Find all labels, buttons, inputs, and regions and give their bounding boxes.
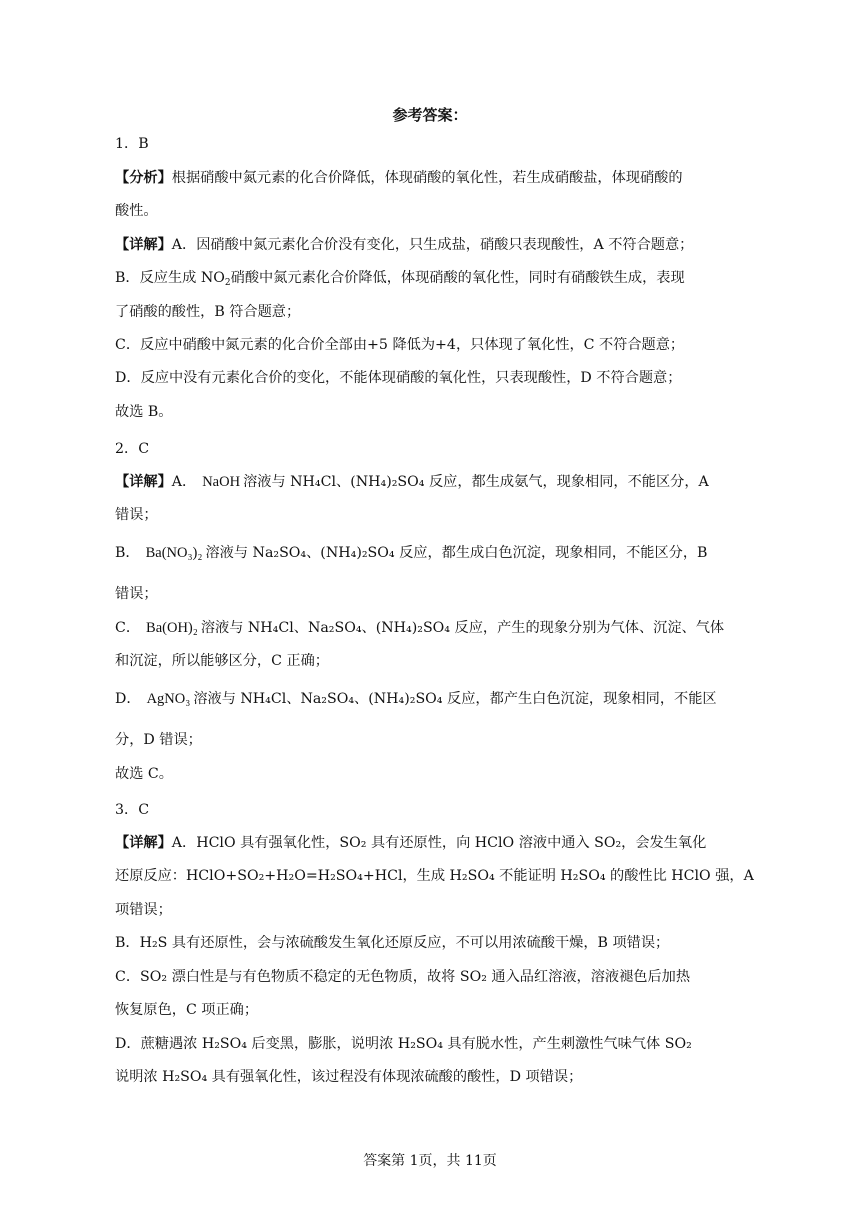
page-footer: 答案第 1页，共 11页 <box>363 1153 497 1169</box>
q3-detail-d: D．蔗糖遇浓 H₂SO₄ 后变黑，膨胀，说明浓 H₂SO₄ 具有脱水性，产生刺激性气味气体 SO₂ <box>115 1036 692 1052</box>
q3-answer: 3．C <box>115 802 150 818</box>
ba-oh-2-formula: Ba(OH)₂ <box>146 620 198 636</box>
q1-analysis-cont: 酸性。 <box>115 203 158 219</box>
q2-detail-b-cont: 错误； <box>115 586 158 602</box>
q2-answer: 2．C <box>115 441 150 457</box>
q1-answer: 1．B <box>115 136 149 152</box>
q3-detail-a-cont: 还原反应：HClO+SO₂+H₂O=H₂SO₄+HCl，生成 H₂SO₄ 不能证明 H₂SO₄ 的酸性比 HClO 强，A <box>115 868 754 884</box>
q3-detail-a-cont2: 项错误； <box>115 902 172 918</box>
naoh-formula: NaOH <box>202 474 241 490</box>
q3-detail-b: B．H₂S 具有还原性，会与浓硫酸发生氧化还原反应，不可以用浓硫酸干燥，B 项错误； <box>115 935 670 951</box>
q1-detail-b: B．反应生成 $NO_2$硝酸中氮元素化合价降低，体现硝酸的氧化性，同时有硝酸铁生成，表现 <box>115 270 685 288</box>
q2-detail-c-cont: 和沉淀，所以能够区分，C 正确； <box>115 653 329 669</box>
q1-detail-b-cont: 了硝酸的酸性，B 符合题意； <box>115 304 301 320</box>
q3-detail-d-cont: 说明浓 H₂SO₄ 具有强氧化性，该过程没有体现浓硫酸的酸性，D 项错误； <box>115 1069 583 1085</box>
page-title: 参考答案： <box>392 106 468 124</box>
q3-detail-a: 【详解】A．HClO 具有强氧化性，SO₂ 具有还原性，向 HClO 溶液中通入 SO₂，会发生氧化 <box>115 835 707 851</box>
q1-detail-c: C．反应中硝酸中氮元素的化合价全部由+5 降低为+4，只体现了氧化性，C 不符合题意； <box>115 337 685 353</box>
q1-analysis: 【分析】根据硝酸中氮元素的化合价降低，体现硝酸的氧化性，若生成硝酸盐，体现硝酸的 <box>115 170 683 186</box>
q2-detail-a: 【详解】A． NaOH 溶液与 NH₄Cl、(NH₄)₂SO₄ 反应，都生成氨气，现象相同，不能区分，A <box>115 474 709 490</box>
q3-detail-c: C．SO₂ 漂白性是与有色物质不稳定的无色物质，故将 SO₂ 通入品红溶液，溶液褪色后加热 <box>115 969 691 985</box>
q1-conclusion: 故选 B。 <box>115 404 173 420</box>
q2-detail-d-cont: 分，D 错误； <box>115 732 202 748</box>
q2-detail-d: D． AgNO₃ 溶液与 NH₄Cl、Na₂SO₄、(NH₄)₂SO₄ 反应，都产生白色沉淀，现象相同，不能区 <box>115 691 717 707</box>
q2-detail-c: C． Ba(OH)₂ 溶液与 NH₄Cl、Na₂SO₄、(NH₄)₂SO₄ 反应，产生的现象分别为气体、沉淀、气体 <box>115 620 725 636</box>
q1-detail-d: D．反应中没有元素化合价的变化，不能体现硝酸的氧化性，只表现酸性，D 不符合题意； <box>115 370 682 386</box>
agno3-formula: AgNO₃ <box>146 691 191 707</box>
q1-detail-a: 【详解】A．因硝酸中氮元素化合价没有变化，只生成盐，硝酸只表现酸性，A 不符合题意； <box>115 237 694 253</box>
q2-conclusion: 故选 C。 <box>115 766 173 782</box>
q3-detail-c-cont: 恢复原色，C 项正确； <box>115 1002 259 1018</box>
q2-detail-b: B． Ba(NO₃)₂ 溶液与 Na₂SO₄、(NH₄)₂SO₄ 反应，都生成白色沉淀，现象相同，不能区分，B <box>115 545 708 561</box>
ba-no3-2-formula: Ba(NO₃)₂ <box>145 545 203 561</box>
q2-detail-a-cont: 错误； <box>115 507 158 523</box>
